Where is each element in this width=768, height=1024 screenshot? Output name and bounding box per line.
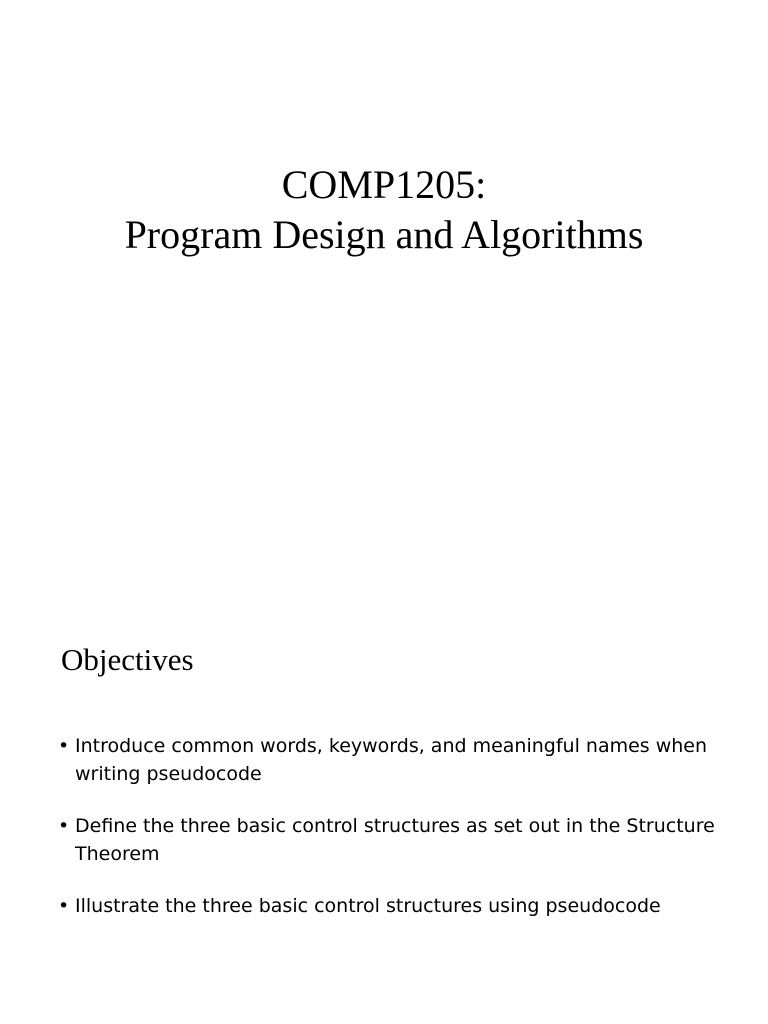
list-item-text: Introduce common words, keywords, and meaningful names when writing pseudocode <box>75 735 708 785</box>
course-name: Program Design and Algorithms <box>124 212 644 257</box>
objectives-slide <box>0 512 768 1024</box>
list-item-text: Illustrate the three basic control structures using pseudocode <box>75 895 661 917</box>
objectives-list <box>58 732 738 944</box>
list-item-text: Define the three basic control structures as set out in the Structure Theorem <box>75 815 715 865</box>
list-item <box>58 812 738 868</box>
bullet-icon: • <box>58 815 70 837</box>
list-item <box>58 892 738 920</box>
bullet-icon: • <box>58 895 70 917</box>
slide-title <box>0 160 768 260</box>
bullet-icon: • <box>58 735 70 757</box>
list-item <box>58 732 738 788</box>
course-code: COMP1205: <box>281 162 487 207</box>
objectives-heading: Objectives <box>61 642 194 677</box>
